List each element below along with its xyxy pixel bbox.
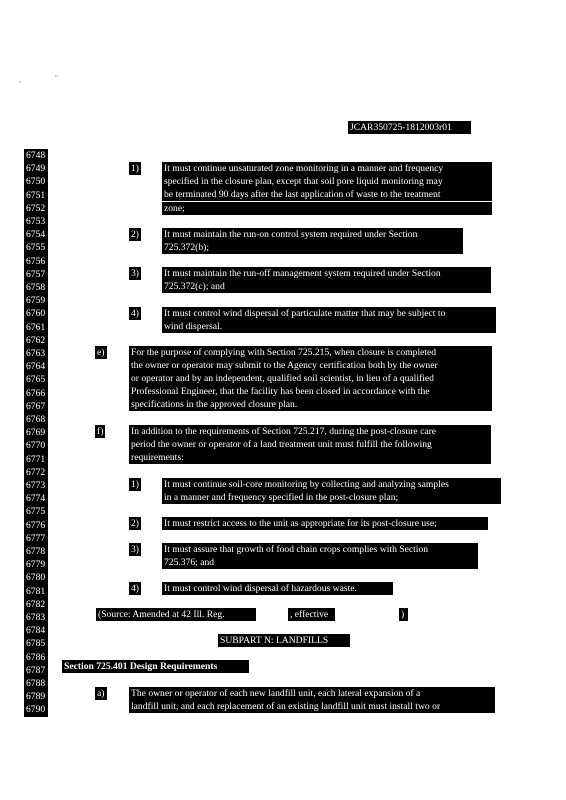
- line-number: 6763: [24, 347, 48, 360]
- line-number: 6758: [24, 281, 48, 294]
- line-number: 6788: [24, 677, 48, 690]
- line-number: 6786: [24, 651, 48, 664]
- stray-mark: ": [55, 74, 58, 82]
- line-number: 6771: [24, 453, 48, 466]
- section-heading: Section 725.401 Design Requirements: [62, 660, 249, 673]
- line-number: 6768: [24, 413, 48, 426]
- text-line: It must restrict access to the unit as appropriate for its post-closure use;: [162, 517, 488, 530]
- line-number: 6784: [24, 624, 48, 637]
- line-number: 6755: [24, 241, 48, 254]
- text-line: in a manner and frequency specified in the post-closure plan;: [162, 491, 501, 504]
- line-number: 6787: [24, 664, 48, 677]
- text-line: specified in the closure plan, except that soil pore liquid monitoring may: [162, 175, 492, 188]
- source-note-effective: , effective: [288, 608, 335, 621]
- item-label: 2): [131, 518, 139, 529]
- text-line: It must control wind dispersal of particulate matter that may be subject to: [162, 307, 496, 320]
- document-id: JCAR350725-1812003r01: [348, 121, 471, 134]
- stray-mark: ,: [19, 76, 21, 84]
- source-note-prefix: (Source: Amended at 42 Ill. Reg.: [96, 608, 256, 621]
- subpart-heading: SUBPART N: LANDFILLS: [218, 634, 350, 647]
- line-number: 6756: [24, 255, 48, 268]
- text-line: In addition to the requirements of Section 725.217, during the post-closure care: [129, 425, 491, 438]
- line-number: 6759: [24, 294, 48, 307]
- line-number: 6765: [24, 373, 48, 386]
- text-line: It must maintain the run-off management system required under Section: [162, 267, 491, 280]
- item-label: 1): [131, 163, 139, 174]
- text-line: period the owner or operator of a land treatment unit must fulfill the following: [129, 438, 491, 451]
- line-number: 6775: [24, 505, 48, 518]
- line-number: 6762: [24, 334, 48, 347]
- paragraph-label: a): [95, 687, 107, 700]
- text-line: requirements:: [129, 451, 491, 464]
- line-number: 6776: [24, 519, 48, 532]
- paragraph-label: f): [97, 426, 104, 437]
- item-label: 2): [131, 229, 139, 240]
- line-number: 6753: [24, 215, 48, 228]
- line-number: 6764: [24, 360, 48, 373]
- text-line: It must continue unsaturated zone monitoring in a manner and frequency: [162, 162, 492, 175]
- line-number: 6789: [24, 690, 48, 703]
- text-line: Professional Engineer, that the facility has been closed in accordance with the: [129, 385, 492, 398]
- text-line: For the purpose of complying with Section 725.215, when closure is completed: [129, 346, 492, 359]
- line-number: 6782: [24, 598, 48, 611]
- line-number: 6750: [24, 175, 48, 188]
- line-number: 6779: [24, 558, 48, 571]
- text-line: wind dispersal.: [162, 320, 496, 333]
- line-number: 6769: [24, 426, 48, 439]
- text-line: the owner or operator may submit to the Agency certification both by the owner: [129, 359, 492, 372]
- line-number: 6752: [24, 202, 48, 215]
- item-label: 3): [131, 544, 139, 555]
- item-label: 4): [131, 583, 139, 594]
- line-number: 6773: [24, 479, 48, 492]
- text-line: It must assure that growth of food chain crops complies with Section: [162, 543, 478, 556]
- line-number: 6781: [24, 585, 48, 598]
- line-number: 6757: [24, 268, 48, 281]
- text-line: It must maintain the run-on control system required under Section: [162, 228, 463, 241]
- text-line: zone;: [162, 202, 492, 215]
- line-number: 6766: [24, 387, 48, 400]
- text-line: specifications in the approved closure plan.: [129, 398, 492, 411]
- text-line: The owner or operator of each new landfill unit, each lateral expansion of a: [129, 687, 495, 700]
- line-number: 6778: [24, 545, 48, 558]
- text-line: or operator and by an independent, qualified soil scientist, in lieu of a qualified: [129, 372, 492, 385]
- line-number: 6785: [24, 637, 48, 650]
- line-number: 6760: [24, 307, 48, 320]
- line-number: 6761: [24, 321, 48, 334]
- text-line: 725.376; and: [162, 556, 478, 569]
- line-number: 6748: [24, 149, 48, 162]
- line-number: 6777: [24, 532, 48, 545]
- text-line: be terminated 90 days after the last application of waste to the treatment: [162, 188, 492, 201]
- line-number: 6749: [24, 162, 48, 175]
- text-line: It must control wind dispersal of hazardous waste.: [162, 582, 393, 595]
- line-number: 6751: [24, 189, 48, 202]
- line-number: 6754: [24, 228, 48, 241]
- text-line: landfill unit, and each replacement of an existing landfill unit must install two or: [129, 700, 495, 713]
- source-note-end: ): [399, 608, 408, 621]
- line-number: 6770: [24, 439, 48, 452]
- line-number: 6774: [24, 492, 48, 505]
- item-label: 4): [131, 308, 139, 319]
- text-line: It must continue soil-core monitoring by collecting and analyzing samples: [162, 478, 501, 491]
- text-line: 725.372(b);: [162, 241, 463, 254]
- item-label: 3): [131, 268, 139, 279]
- line-number: 6783: [24, 611, 48, 624]
- line-number: 6767: [24, 400, 48, 413]
- line-number: 6772: [24, 466, 48, 479]
- text-line: 725.372(c); and: [162, 280, 491, 293]
- line-number: 6790: [24, 703, 48, 716]
- paragraph-label: e): [95, 346, 107, 359]
- line-number: 6780: [24, 571, 48, 584]
- item-label: 1): [131, 479, 139, 490]
